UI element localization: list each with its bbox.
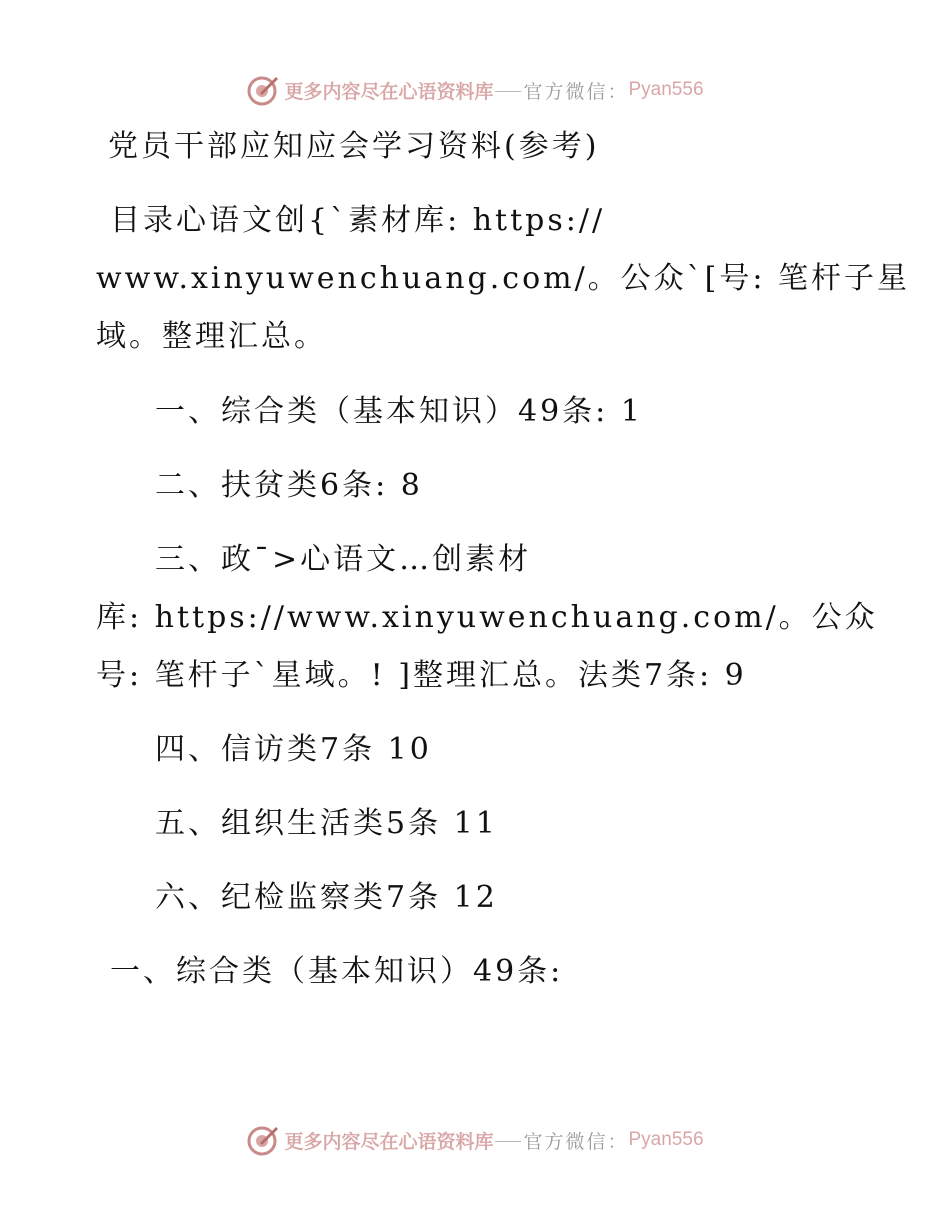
toc-item-petition: 四、信访类7条 10 — [155, 732, 432, 767]
document-title: 党员干部应知应会学习资料(参考) — [108, 129, 600, 164]
toc-intro-line-2: www.xinyuwenchuang.com/。公众`[号: 笔杆子星 — [96, 261, 911, 296]
pen-logo-icon — [246, 73, 280, 107]
section-heading: 一、综合类（基本知识）49条: — [110, 954, 564, 989]
banner-separator — [495, 91, 521, 92]
toc-item-general: 一、综合类（基本知识）49条: 1 — [155, 394, 643, 429]
banner-wechat-label: 官方微信： — [523, 1130, 629, 1153]
banner-site-text: 更多内容尽在心语资料库 — [284, 80, 494, 103]
toc-intro-line-1: 目录心语文创{`素材库: https:// — [110, 203, 606, 238]
banner-account: Pyan556 — [628, 1129, 704, 1150]
banner-account: Pyan556 — [628, 79, 704, 100]
toc-intro-line-3: 域。整理汇总。 — [96, 319, 327, 354]
banner-separator — [495, 1141, 521, 1142]
toc-item-politics-cont-1: 库: https://www.xinyuwenchuang.com/。公众 — [96, 600, 878, 635]
footer-watermark-banner — [0, 1120, 950, 1160]
toc-item-organization: 五、组织生活类5条 11 — [155, 806, 498, 841]
toc-item-politics: 三、政¯>心语文…创素材 — [155, 542, 532, 577]
toc-item-poverty: 二、扶贫类6条: 8 — [155, 468, 423, 503]
header-watermark-banner — [0, 70, 950, 110]
banner-wechat-label: 官方微信： — [523, 80, 629, 103]
toc-item-discipline: 六、纪检监察类7条 12 — [155, 880, 498, 915]
pen-logo-icon — [246, 1123, 280, 1157]
toc-item-politics-cont-2: 号: 笔杆子`星域。! ]整理汇总。法类7条: 9 — [96, 658, 747, 693]
banner-site-text: 更多内容尽在心语资料库 — [284, 1130, 494, 1153]
